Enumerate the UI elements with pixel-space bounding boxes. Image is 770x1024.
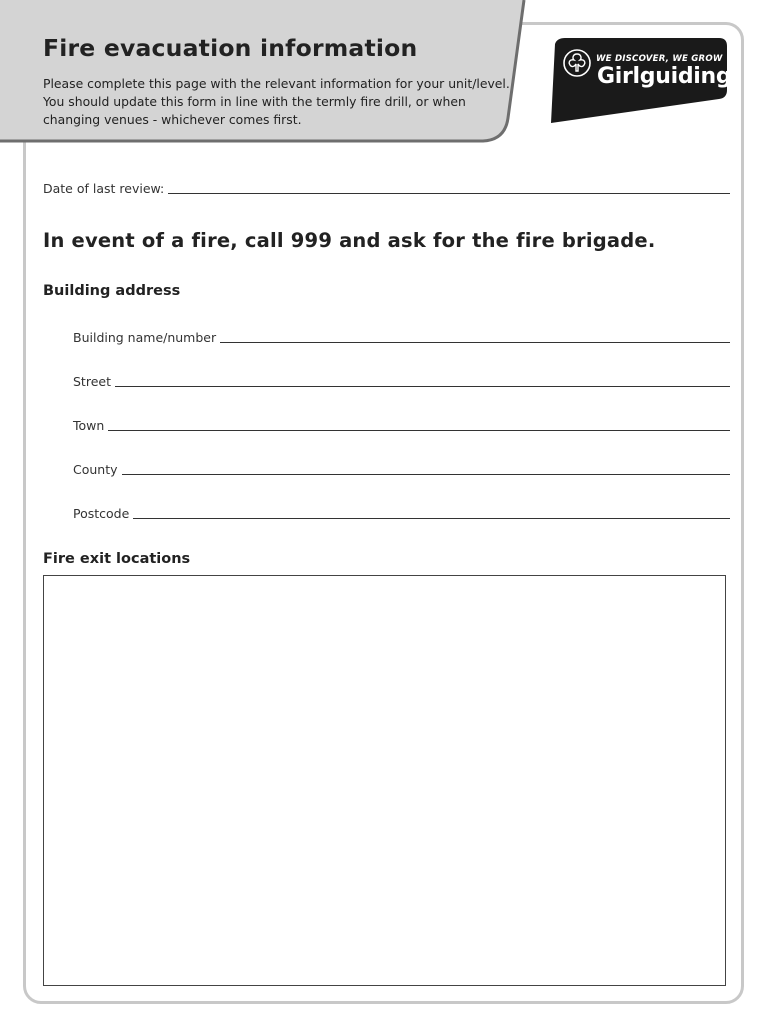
fire-exit-textarea[interactable]: [43, 575, 726, 986]
county-field: [73, 457, 730, 477]
town-input[interactable]: [108, 429, 730, 431]
building-name-label: Building name/number: [73, 330, 217, 345]
street-input[interactable]: [115, 385, 730, 387]
street-field: [73, 369, 730, 389]
building-address-heading: Building address: [43, 283, 181, 299]
town-label: Town: [73, 418, 105, 433]
review-date-input[interactable]: [168, 192, 730, 194]
postcode-field: [73, 501, 730, 521]
intro-text: Please complete this page with the relevant information for your unit/level. You should update this form in line with the termly fire drill, or when changing venues - whichever comes first.: [43, 76, 510, 127]
fire-exit-heading: Fire exit locations: [43, 551, 191, 567]
town-field: [73, 413, 730, 433]
review-date-label: Date of last review:: [43, 181, 165, 196]
building-name-input[interactable]: [220, 341, 730, 343]
fire-alert-heading: In event of a fire, call 999 and ask for the fire brigade.: [43, 229, 656, 252]
logo-tagline: WE DISCOVER, WE GROW: [596, 54, 723, 64]
county-input[interactable]: [122, 473, 730, 475]
building-name-field: [73, 325, 730, 345]
postcode-label: Postcode: [73, 506, 130, 521]
county-label: County: [73, 462, 118, 477]
street-label: Street: [73, 374, 111, 389]
page-title: Fire evacuation information: [43, 34, 418, 62]
review-date-field: [43, 176, 730, 196]
trefoil-icon: [562, 48, 592, 78]
logo-name: Girlguiding: [597, 64, 732, 89]
postcode-input[interactable]: [133, 517, 730, 519]
